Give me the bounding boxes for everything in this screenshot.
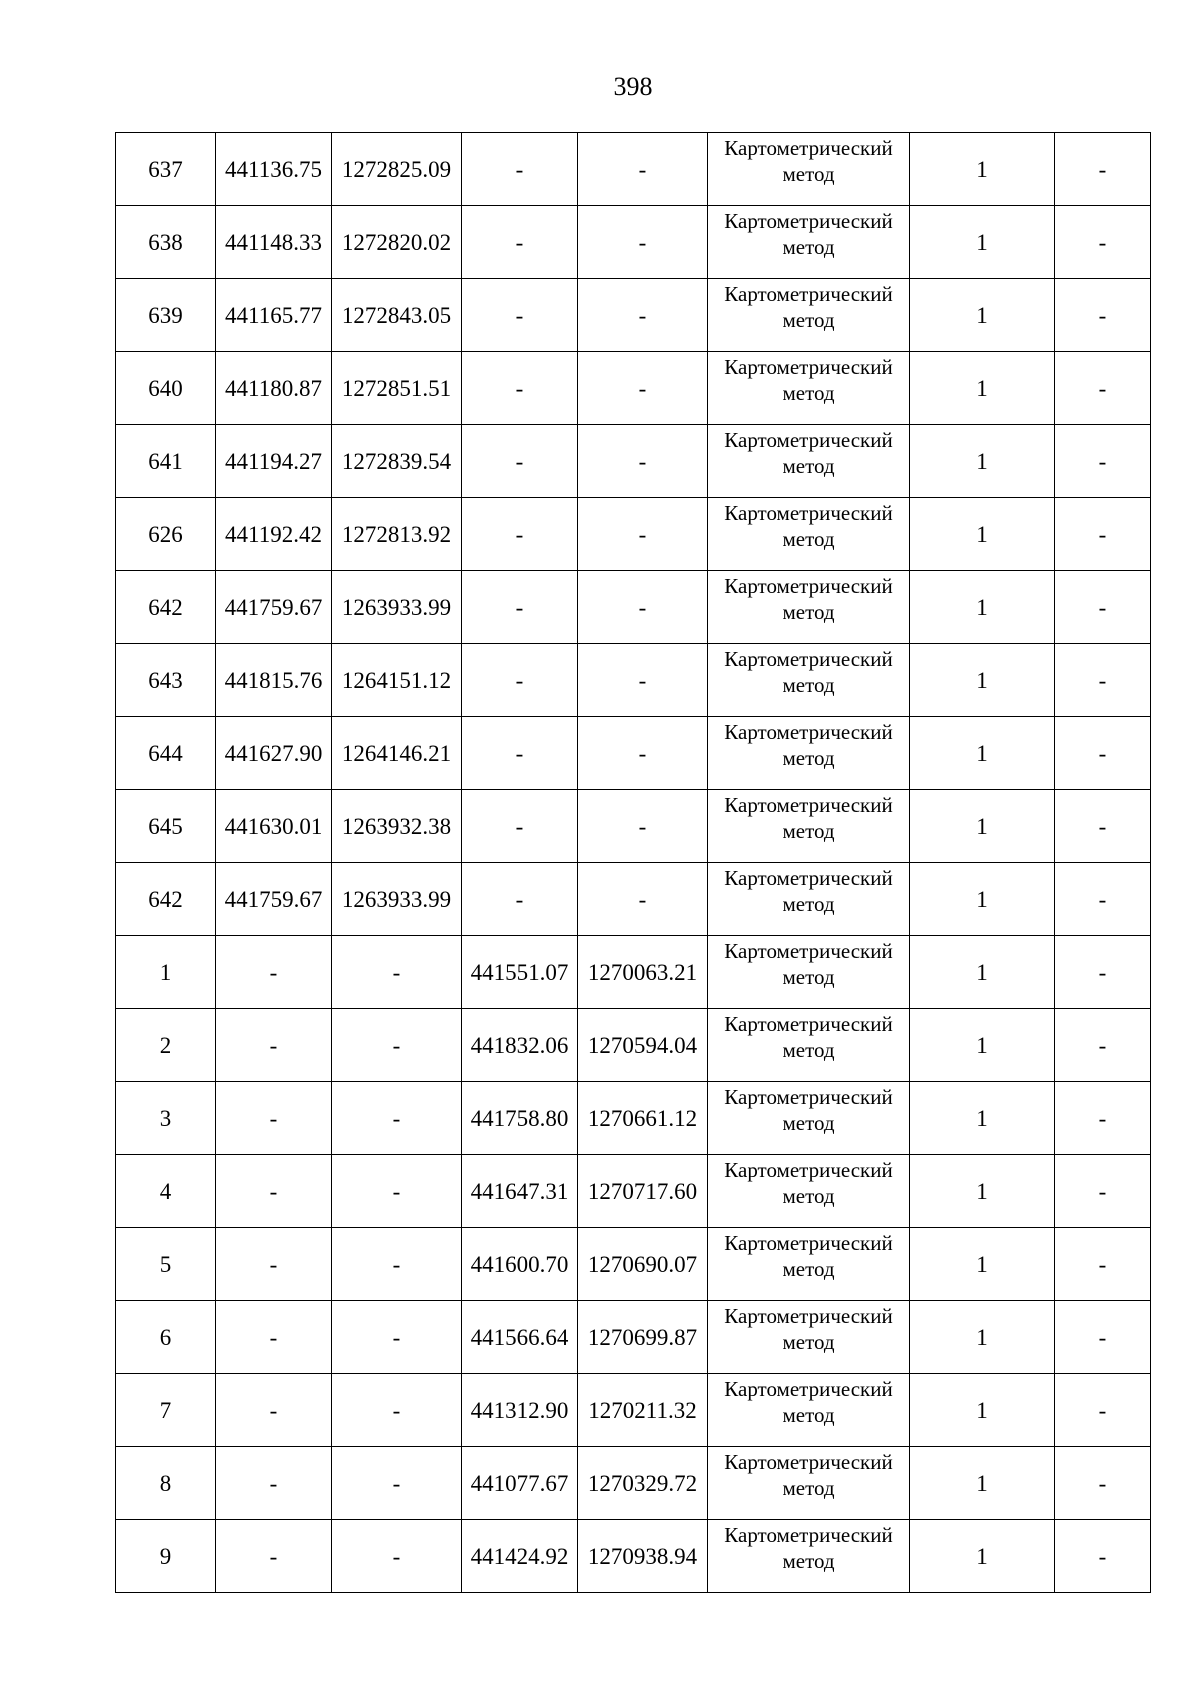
new-y-cell: - [578, 206, 708, 279]
accuracy-cell: 1 [910, 717, 1055, 790]
description-cell: - [1055, 1520, 1151, 1593]
method-cell [708, 1301, 910, 1374]
method-line-1: Картометрический [724, 428, 893, 452]
method-line-2: метод [782, 454, 835, 478]
description-cell: - [1055, 1082, 1151, 1155]
method-line-1: Картометрический [724, 1231, 893, 1255]
point-number-cell: 642 [116, 571, 216, 644]
old-y-cell: 1264146.21 [332, 717, 462, 790]
point-number-cell: 9 [116, 1520, 216, 1593]
method-line-2: метод [782, 746, 835, 770]
method-cell [708, 790, 910, 863]
old-x-cell: 441630.01 [216, 790, 332, 863]
table-row [116, 790, 1151, 863]
method-line-2: метод [782, 892, 835, 916]
old-y-cell: - [332, 1228, 462, 1301]
old-y-cell: - [332, 1447, 462, 1520]
description-cell: - [1055, 133, 1151, 206]
method-line-2: метод [782, 965, 835, 989]
method-cell [708, 1447, 910, 1520]
point-number-cell: 638 [116, 206, 216, 279]
new-x-cell: - [462, 863, 578, 936]
new-x-cell: 441077.67 [462, 1447, 578, 1520]
method-line-1: Картометрический [724, 1450, 893, 1474]
accuracy-cell: 1 [910, 863, 1055, 936]
old-y-cell: - [332, 1155, 462, 1228]
method-line-1: Картометрический [724, 647, 893, 671]
accuracy-cell: 1 [910, 1301, 1055, 1374]
table-body [116, 133, 1151, 1593]
new-x-cell: 441424.92 [462, 1520, 578, 1593]
old-x-cell: - [216, 1447, 332, 1520]
accuracy-cell: 1 [910, 133, 1055, 206]
new-y-cell: - [578, 425, 708, 498]
old-x-cell: 441194.27 [216, 425, 332, 498]
method-cell [708, 498, 910, 571]
method-cell [708, 717, 910, 790]
accuracy-cell: 1 [910, 790, 1055, 863]
method-cell [708, 1009, 910, 1082]
old-y-cell: - [332, 936, 462, 1009]
point-number-cell: 6 [116, 1301, 216, 1374]
method-line-1: Картометрический [724, 574, 893, 598]
method-line-1: Картометрический [724, 209, 893, 233]
accuracy-cell: 1 [910, 571, 1055, 644]
description-cell: - [1055, 425, 1151, 498]
method-line-1: Картометрический [724, 282, 893, 306]
new-y-cell: - [578, 279, 708, 352]
description-cell: - [1055, 1447, 1151, 1520]
description-cell: - [1055, 206, 1151, 279]
point-number-cell: 642 [116, 863, 216, 936]
point-number-cell: 640 [116, 352, 216, 425]
old-y-cell: 1263933.99 [332, 571, 462, 644]
old-x-cell: - [216, 1374, 332, 1447]
new-y-cell: 1270699.87 [578, 1301, 708, 1374]
method-line-1: Картометрический [724, 1158, 893, 1182]
description-cell: - [1055, 571, 1151, 644]
new-x-cell: 441758.80 [462, 1082, 578, 1155]
description-cell: - [1055, 790, 1151, 863]
table-row [116, 1009, 1151, 1082]
new-y-cell: 1270211.32 [578, 1374, 708, 1447]
table-row [116, 863, 1151, 936]
new-y-cell: 1270329.72 [578, 1447, 708, 1520]
method-line-2: метод [782, 1330, 835, 1354]
new-y-cell: - [578, 133, 708, 206]
old-y-cell: 1272813.92 [332, 498, 462, 571]
old-x-cell: 441165.77 [216, 279, 332, 352]
method-line-2: метод [782, 1111, 835, 1135]
new-y-cell: 1270690.07 [578, 1228, 708, 1301]
table-row [116, 1082, 1151, 1155]
old-y-cell: - [332, 1009, 462, 1082]
old-x-cell: - [216, 1520, 332, 1593]
description-cell: - [1055, 1009, 1151, 1082]
description-cell: - [1055, 936, 1151, 1009]
point-number-cell: 644 [116, 717, 216, 790]
new-x-cell: 441551.07 [462, 936, 578, 1009]
point-number-cell: 4 [116, 1155, 216, 1228]
method-line-2: метод [782, 1476, 835, 1500]
table-row [116, 1374, 1151, 1447]
method-cell [708, 571, 910, 644]
table-row [116, 1447, 1151, 1520]
old-x-cell: - [216, 1301, 332, 1374]
method-line-1: Картометрический [724, 720, 893, 744]
old-x-cell: - [216, 1082, 332, 1155]
old-x-cell: 441627.90 [216, 717, 332, 790]
method-line-1: Картометрический [724, 1377, 893, 1401]
accuracy-cell: 1 [910, 1374, 1055, 1447]
new-y-cell: 1270063.21 [578, 936, 708, 1009]
method-line-2: метод [782, 235, 835, 259]
description-cell: - [1055, 644, 1151, 717]
new-y-cell: 1270661.12 [578, 1082, 708, 1155]
method-line-2: метод [782, 673, 835, 697]
method-cell [708, 1082, 910, 1155]
new-y-cell: - [578, 717, 708, 790]
old-x-cell: - [216, 936, 332, 1009]
new-y-cell: - [578, 498, 708, 571]
table-row [116, 644, 1151, 717]
new-y-cell: - [578, 790, 708, 863]
accuracy-cell: 1 [910, 1082, 1055, 1155]
accuracy-cell: 1 [910, 279, 1055, 352]
accuracy-cell: 1 [910, 1228, 1055, 1301]
point-number-cell: 2 [116, 1009, 216, 1082]
table-row [116, 1301, 1151, 1374]
new-x-cell: - [462, 133, 578, 206]
new-y-cell: 1270594.04 [578, 1009, 708, 1082]
method-line-1: Картометрический [724, 793, 893, 817]
table-row [116, 206, 1151, 279]
new-x-cell: - [462, 717, 578, 790]
accuracy-cell: 1 [910, 1009, 1055, 1082]
method-line-2: метод [782, 162, 835, 186]
new-y-cell: - [578, 352, 708, 425]
table-row [116, 1520, 1151, 1593]
method-cell [708, 206, 910, 279]
method-cell [708, 1520, 910, 1593]
method-line-2: метод [782, 1549, 835, 1573]
old-x-cell: 441759.67 [216, 571, 332, 644]
new-y-cell: 1270938.94 [578, 1520, 708, 1593]
old-y-cell: - [332, 1374, 462, 1447]
point-number-cell: 1 [116, 936, 216, 1009]
description-cell: - [1055, 498, 1151, 571]
page-number: 398 [613, 72, 653, 101]
point-number-cell: 643 [116, 644, 216, 717]
table-row [116, 425, 1151, 498]
method-line-2: метод [782, 819, 835, 843]
point-number-cell: 641 [116, 425, 216, 498]
new-x-cell: 441647.31 [462, 1155, 578, 1228]
new-x-cell: - [462, 790, 578, 863]
description-cell: - [1055, 717, 1151, 790]
old-x-cell: - [216, 1009, 332, 1082]
new-y-cell: - [578, 644, 708, 717]
table-row [116, 1155, 1151, 1228]
point-number-cell: 5 [116, 1228, 216, 1301]
table-row [116, 936, 1151, 1009]
method-line-2: метод [782, 1403, 835, 1427]
new-y-cell: 1270717.60 [578, 1155, 708, 1228]
new-x-cell: - [462, 279, 578, 352]
method-line-2: метод [782, 381, 835, 405]
method-cell [708, 1155, 910, 1228]
new-x-cell: - [462, 644, 578, 717]
accuracy-cell: 1 [910, 498, 1055, 571]
old-x-cell: 441815.76 [216, 644, 332, 717]
method-line-2: метод [782, 1038, 835, 1062]
method-line-2: метод [782, 308, 835, 332]
table-row [116, 717, 1151, 790]
new-x-cell: 441566.64 [462, 1301, 578, 1374]
new-x-cell: 441832.06 [462, 1009, 578, 1082]
accuracy-cell: 1 [910, 1520, 1055, 1593]
accuracy-cell: 1 [910, 1155, 1055, 1228]
new-x-cell: - [462, 352, 578, 425]
method-line-1: Картометрический [724, 501, 893, 525]
accuracy-cell: 1 [910, 936, 1055, 1009]
method-cell [708, 352, 910, 425]
old-y-cell: - [332, 1082, 462, 1155]
method-line-2: метод [782, 1184, 835, 1208]
point-number-cell: 645 [116, 790, 216, 863]
method-cell [708, 133, 910, 206]
table-row [116, 133, 1151, 206]
method-line-1: Картометрический [724, 1012, 893, 1036]
description-cell: - [1055, 1301, 1151, 1374]
point-number-cell: 7 [116, 1374, 216, 1447]
accuracy-cell: 1 [910, 1447, 1055, 1520]
old-y-cell: 1264151.12 [332, 644, 462, 717]
method-line-1: Картометрический [724, 939, 893, 963]
method-cell [708, 425, 910, 498]
old-y-cell: 1272820.02 [332, 206, 462, 279]
method-line-1: Картометрический [724, 355, 893, 379]
description-cell: - [1055, 352, 1151, 425]
new-y-cell: - [578, 571, 708, 644]
method-cell [708, 936, 910, 1009]
table-row [116, 1228, 1151, 1301]
old-y-cell: 1272839.54 [332, 425, 462, 498]
table-row [116, 352, 1151, 425]
old-x-cell: - [216, 1155, 332, 1228]
new-x-cell: - [462, 498, 578, 571]
old-x-cell: - [216, 1228, 332, 1301]
old-x-cell: 441759.67 [216, 863, 332, 936]
accuracy-cell: 1 [910, 352, 1055, 425]
table-row [116, 571, 1151, 644]
table-row [116, 279, 1151, 352]
old-y-cell: - [332, 1520, 462, 1593]
description-cell: - [1055, 1228, 1151, 1301]
method-line-1: Картометрический [724, 866, 893, 890]
table-row [116, 498, 1151, 571]
method-line-1: Картометрический [724, 1304, 893, 1328]
old-x-cell: 441148.33 [216, 206, 332, 279]
coordinates-table [115, 132, 1151, 1593]
old-x-cell: 441180.87 [216, 352, 332, 425]
point-number-cell: 637 [116, 133, 216, 206]
method-cell [708, 644, 910, 717]
new-y-cell: - [578, 863, 708, 936]
method-line-2: метод [782, 1257, 835, 1281]
old-y-cell: - [332, 1301, 462, 1374]
accuracy-cell: 1 [910, 425, 1055, 498]
old-x-cell: 441136.75 [216, 133, 332, 206]
old-y-cell: 1272843.05 [332, 279, 462, 352]
method-line-1: Картометрический [724, 1523, 893, 1547]
method-line-1: Картометрический [724, 1085, 893, 1109]
point-number-cell: 8 [116, 1447, 216, 1520]
description-cell: - [1055, 1155, 1151, 1228]
method-cell [708, 863, 910, 936]
point-number-cell: 3 [116, 1082, 216, 1155]
new-x-cell: - [462, 425, 578, 498]
old-y-cell: 1272851.51 [332, 352, 462, 425]
method-cell [708, 279, 910, 352]
point-number-cell: 626 [116, 498, 216, 571]
new-x-cell: - [462, 571, 578, 644]
description-cell: - [1055, 1374, 1151, 1447]
old-x-cell: 441192.42 [216, 498, 332, 571]
method-cell [708, 1374, 910, 1447]
method-line-2: метод [782, 527, 835, 551]
accuracy-cell: 1 [910, 206, 1055, 279]
old-y-cell: 1272825.09 [332, 133, 462, 206]
method-line-2: метод [782, 600, 835, 624]
old-y-cell: 1263933.99 [332, 863, 462, 936]
new-x-cell: 441312.90 [462, 1374, 578, 1447]
accuracy-cell: 1 [910, 644, 1055, 717]
description-cell: - [1055, 863, 1151, 936]
description-cell: - [1055, 279, 1151, 352]
new-x-cell: 441600.70 [462, 1228, 578, 1301]
method-cell [708, 1228, 910, 1301]
old-y-cell: 1263932.38 [332, 790, 462, 863]
point-number-cell: 639 [116, 279, 216, 352]
new-x-cell: - [462, 206, 578, 279]
method-line-1: Картометрический [724, 136, 893, 160]
